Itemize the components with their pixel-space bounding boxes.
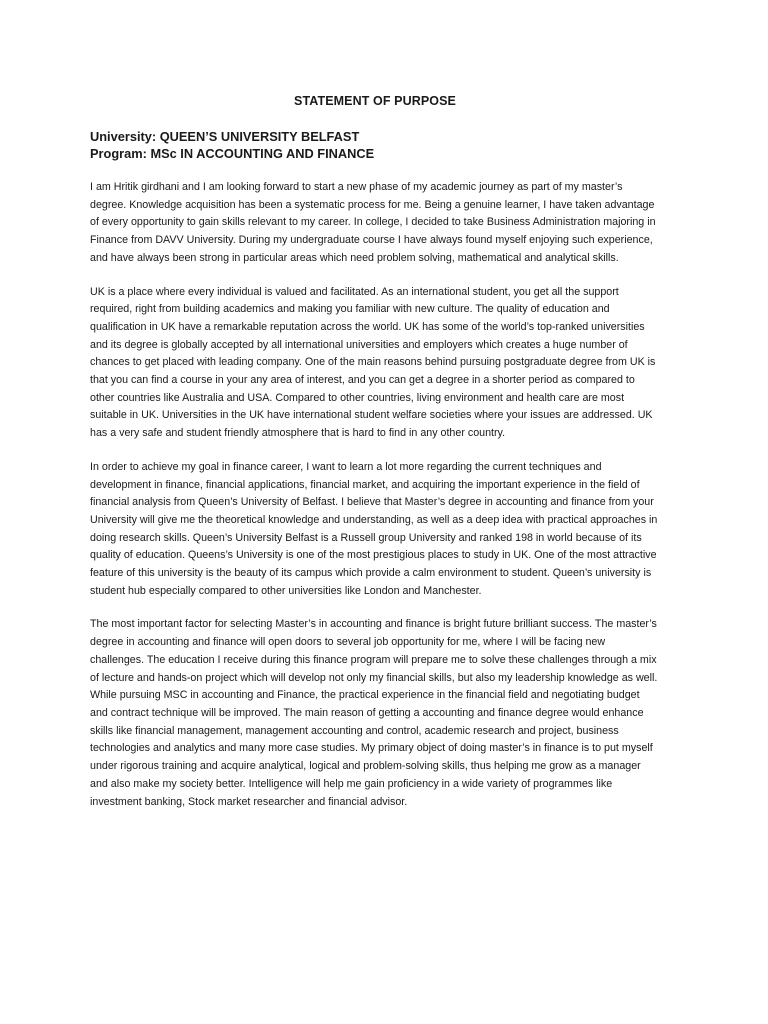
paragraph-why-university: In order to achieve my goal in finance career, I want to learn a lot more regarding the current techniques and development in finance, financial applications, financial market, and acquiring the important experience in the field of financial analysis from Queen’s University of Belfast. I believe that Master’s degree in accounting and finance from your University will give me the theoretical knowledge and understanding, as well as a deep idea with practical approaches in doing research skills. Queen’s University Belfast is a Russell group University and ranked 198 in world because of its quality of education. Queens’s University is one of the most prestigious places to study in UK. One of the most attractive feature of this university is the beauty of its campus which provide a calm environment to student. Queen’s university is student hub especially compared to other universities like London and Manchester. <box>90 460 658 597</box>
program-info <box>90 128 660 162</box>
paragraph-why-program: The most important factor for selecting Master’s in accounting and finance is bright future brilliant success. The master’s degree in accounting and finance will open doors to several job opportunity for me, where I will be facing new challenges. The education I receive during this finance program will prepare me to solve these challenges through a mix of lecture and hands-on project which will develop not only my financial skills, but also my leadership knowledge as well. While pursuing MSC in accounting and Finance, the practical experience in the financial field and negotiating budget and contract technique will be improved. The main reason of getting a accounting and finance degree would enhance skills like financial management, management accounting and control, academic research and project, business technologies and analytics and many more case studies. My primary object of doing master’s in finance is to put myself under rigorous training and acquire analytical, logical and problem-solving skills, thus helping me grow as a manager and also make my society better. Intelligence will help me gain proficiency in a wide variety of programmes like investment banking, Stock market researcher and financial advisor. <box>90 618 658 808</box>
paragraph-why-uk: UK is a place where every individual is valued and facilitated. As an international student, you get all the support required, right from building academics and making you familiar with new culture. The quality of education and qualification in UK have a remarkable reputation across the world. UK has some of the world’s top-ranked universities and its degree is globally accepted by all international universities and employers which creates a huge number of chances to get placed with leading company. One of the main reasons behind pursuing postgraduate degree from UK is that you can find a course in your any area of interest, and you can get a degree in a shorter period as compared to other countries like Australia and USA. Compared to other countries, living environment and health care are most suitable in UK. Universities in the UK have international student welfare societies where your issues are addressed. UK has a very safe and student friendly atmosphere that is hard to find in any other country. <box>90 285 656 440</box>
document-title: STATEMENT OF PURPOSE <box>294 94 456 108</box>
program-line: Program: MSc IN ACCOUNTING AND FINANCE <box>90 146 375 161</box>
paragraph-intro: I am Hritik girdhani and I am looking forward to start a new phase of my academic journey as part of my master’s degree. Knowledge acquisition has been a systematic process for me. Being a genuine learner, I have taken advantage of every opportunity to gain skills relevant to my career. In college, I decided to take Business Administration majoring in Finance from DAVV University. During my undergraduate course I have always found myself enjoying such experience, and have always been strong in particular areas which need problem solving, mathematical and analytical skills. <box>90 181 656 264</box>
university-line: University: QUEEN’S UNIVERSITY BELFAST <box>90 129 360 144</box>
document-body <box>90 94 660 827</box>
